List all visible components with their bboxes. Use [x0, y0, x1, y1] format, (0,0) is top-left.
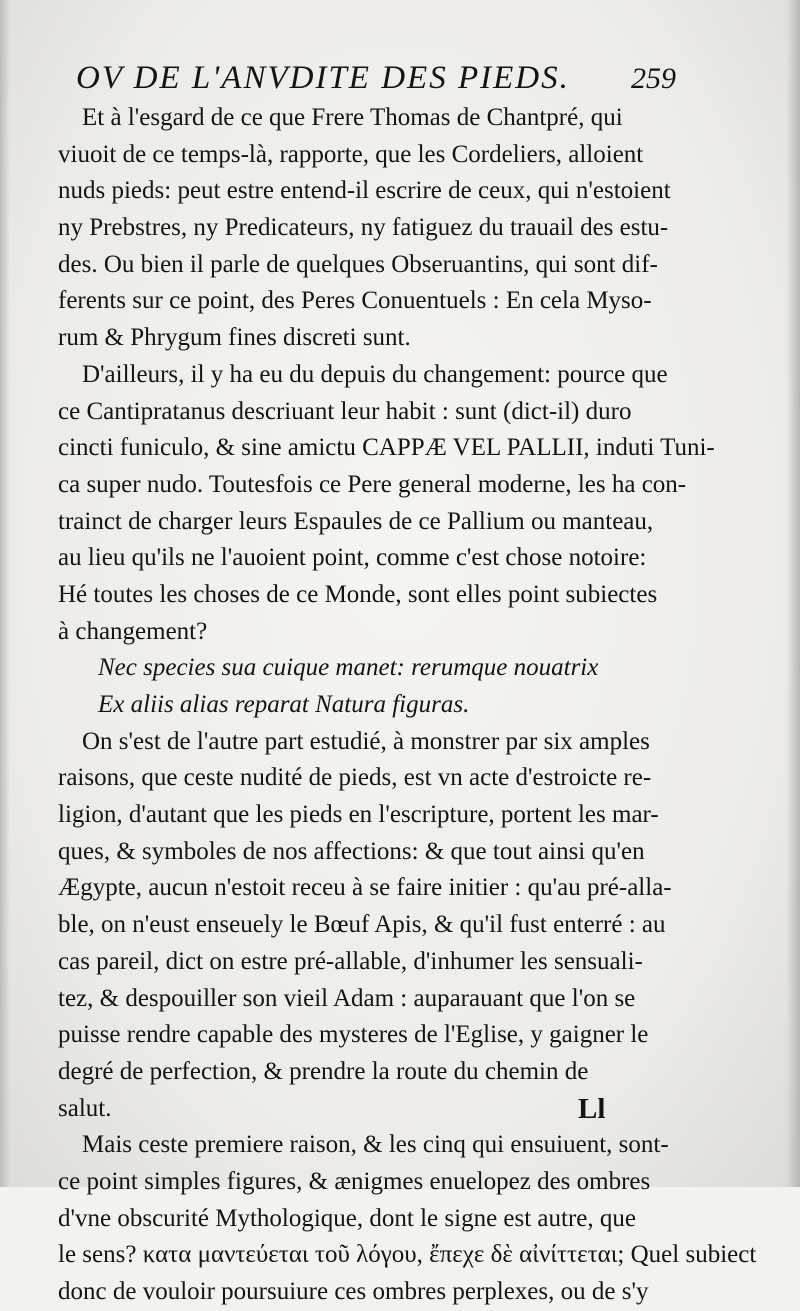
text-line: ligion, d'autant que les pieds en l'escripture, portent les mar-	[58, 801, 659, 829]
text-line: le sens? κατα μαντεύεται τοῦ λόγου, ἔπεχε δὲ αἰνίττεται; Quel subiect	[58, 1241, 757, 1269]
text-line: Et à l'esgard de ce que Frere Thomas de Chantpré, qui	[82, 104, 623, 131]
text-line: raisons, que ceste nudité de pieds, est vn acte d'estroicte re-	[58, 764, 652, 792]
text-line: tez, & despouiller son vieil Adam : auparauant que l'on se	[58, 984, 636, 1012]
page-shadow-left	[0, 0, 10, 1187]
verse-line: Ex aliis alias reparat Natura figuras.	[98, 691, 470, 718]
text-line: ny Prebstres, ny Predicateurs, ny fatiguez du trauail des estu-	[58, 214, 669, 242]
text-line: rum & Phrygum fines discreti sunt.	[58, 324, 411, 352]
signature-mark: Ll	[578, 1093, 606, 1125]
text-line: ce point simples figures, & ænigmes enuelopez des ombres	[58, 1167, 651, 1195]
page-header	[76, 60, 676, 100]
text-line: nuds pieds: peut estre entend-il escrire de ceux, qui n'estoient	[58, 177, 671, 205]
text-line: des. Ou bien il parle de quelques Obseruantins, qui sont dif-	[58, 250, 658, 278]
text-line: Hé toutes les choses de ce Monde, sont elles point subiectes	[58, 580, 658, 608]
text-line: cas pareil, dict on estre pré-allable, d'inhumer les sensuali-	[58, 947, 643, 975]
text-line: salut.	[58, 1094, 112, 1122]
text-line: degré de perfection, & prendre la route du chemin de	[58, 1057, 589, 1085]
text-line: au lieu qu'ils ne l'auoient point, comme c'est chose notoire:	[58, 544, 647, 572]
text-line: trainct de charger leurs Espaules de ce Pallium ou manteau,	[58, 507, 654, 535]
text-line: ca super nudo. Toutesfois ce Pere general moderne, les ha con-	[58, 470, 687, 498]
text-line: viuoit de ce temps-là, rapporte, que les Cordeliers, alloient	[58, 140, 644, 168]
text-line: ques, & symboles de nos affections: & que tout ainsi qu'en	[58, 837, 645, 865]
text-line: cincti funiculo, & sine amictu CAPPÆ VEL PALLII, induti Tuni-	[58, 434, 715, 462]
text-line: D'ailleurs, il y ha eu du depuis du changement: pource que	[82, 360, 668, 388]
text-line: à changement?	[58, 617, 208, 645]
text-line: Mais ceste premiere raison, & les cinq qui ensuiuent, sont-	[82, 1131, 669, 1159]
text-line: ce Cantipratanus descriuant leur habit : sunt (dict-il) duro	[58, 397, 632, 425]
text-line: Ægypte, aucun n'estoit receu à se faire initier : qu'au pré-alla-	[58, 874, 672, 902]
text-line: donc de vouloir poursuiure ces ombres perplexes, ou de s'y	[58, 1278, 649, 1305]
verse-line: Nec species sua cuique manet: rerumque nouatrix	[98, 654, 599, 682]
page-number: 259	[631, 62, 676, 95]
body-text	[58, 100, 757, 1311]
running-head: OV DE L'ANVDITE DES PIEDS.	[76, 60, 570, 96]
text-line: ferents sur ce point, des Peres Conuentuels : En cela Myso-	[58, 287, 652, 315]
text-line: puisse rendre capable des mysteres de l'Eglise, y gaigner le	[58, 1021, 649, 1049]
text-line: On s'est de l'autre part estudié, à monstrer par six amples	[82, 727, 650, 755]
text-line: ble, on n'eust enseuely le Bœuf Apis, & qu'il fust enterré : au	[58, 911, 666, 939]
text-line: d'vne obscurité Mythologique, dont le signe est autre, que	[58, 1204, 636, 1232]
page-shadow-right	[786, 0, 800, 1187]
